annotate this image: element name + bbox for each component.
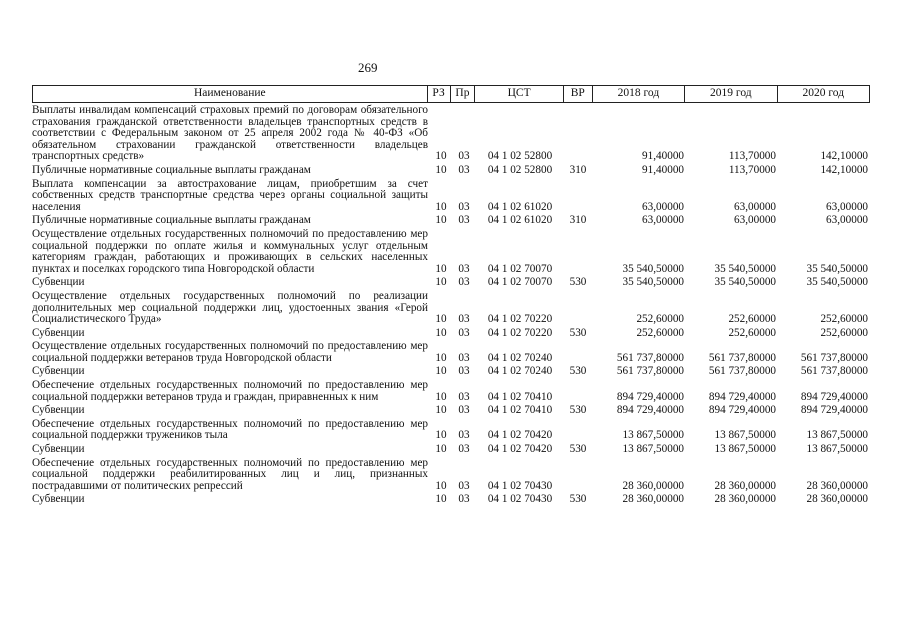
row-pr: 03 [458, 390, 470, 403]
row-vr: 530 [569, 326, 587, 339]
row-cst: 04 1 02 52800 [487, 150, 553, 163]
row-2019: 113,70000 [728, 150, 776, 163]
row-name: Осуществление отдельных государственных полномочий по предоставлению мер социальной поддержки по оплате жилья и коммунальных услуг отдельным категориям граждан, работающих и проживающих в сельских населенных пунктах и поселках городского типа Новгородской области [32, 227, 428, 275]
row-rz: 10 [435, 214, 447, 227]
table-row [32, 105, 870, 163]
header-cst: ЦСТ [474, 86, 562, 102]
row-2018: 252,60000 [636, 313, 684, 326]
row-2020: 63,00000 [826, 200, 868, 213]
row-pr: 03 [458, 365, 470, 378]
table-row [32, 277, 870, 289]
row-2018: 63,00000 [642, 214, 684, 227]
header-2019: 2019 год [684, 86, 776, 102]
table-row [32, 179, 870, 214]
row-2018: 28 360,00000 [622, 479, 684, 492]
row-name: Субвенции [32, 443, 85, 456]
row-2018: 561 737,80000 [616, 351, 684, 364]
row-2019: 894 729,40000 [708, 390, 776, 403]
row-pr: 03 [458, 429, 470, 442]
row-2020: 894 729,40000 [800, 404, 868, 417]
row-2020: 13 867,50000 [806, 429, 868, 442]
row-name: Публичные нормативные социальные выплаты гражданам [32, 214, 311, 227]
row-vr: 530 [569, 443, 587, 456]
row-2020: 63,00000 [826, 214, 868, 227]
row-cst: 04 1 02 70070 [487, 276, 553, 289]
row-2020: 252,60000 [820, 326, 868, 339]
row-cst: 04 1 02 70420 [487, 429, 553, 442]
table-row [32, 229, 870, 275]
row-pr: 03 [458, 163, 470, 176]
row-2019: 63,00000 [734, 214, 776, 227]
row-2019: 252,60000 [728, 313, 776, 326]
row-cst: 04 1 02 70410 [487, 390, 553, 403]
row-pr: 03 [458, 262, 470, 275]
table-row [32, 165, 870, 177]
row-rz: 10 [435, 351, 447, 364]
row-rz: 10 [435, 443, 447, 456]
row-pr: 03 [458, 150, 470, 163]
row-2019: 13 867,50000 [714, 443, 776, 456]
row-2018: 28 360,00000 [622, 493, 684, 506]
table-row [32, 380, 870, 403]
header-2020: 2020 год [777, 86, 869, 102]
row-vr: 530 [569, 276, 587, 289]
row-rz: 10 [435, 365, 447, 378]
row-name: Обеспечение отдельных государственных полномочий по предоставлению мер социальной поддержки тружеников тыла [32, 417, 428, 442]
row-cst: 04 1 02 61020 [487, 214, 553, 227]
row-vr: 530 [569, 365, 587, 378]
row-vr: 310 [569, 214, 587, 227]
row-pr: 03 [458, 493, 470, 506]
header-pr: Пр [450, 86, 475, 102]
row-pr: 03 [458, 276, 470, 289]
row-2020: 561 737,80000 [800, 351, 868, 364]
row-rz: 10 [435, 262, 447, 275]
row-2018: 35 540,50000 [622, 262, 684, 275]
row-2018: 894 729,40000 [616, 390, 684, 403]
table-row [32, 291, 870, 326]
row-rz: 10 [435, 276, 447, 289]
row-pr: 03 [458, 404, 470, 417]
row-name: Обеспечение отдельных государственных полномочий по предоставлению мер социальной поддержки реабилитированных лиц и лиц, признанных пострадавшими от политических репрессий [32, 456, 428, 492]
row-name: Субвенции [32, 404, 85, 417]
row-name: Обеспечение отдельных государственных полномочий по предоставлению мер социальной поддержки ветеранов труда и граждан, приравненных к ним [32, 379, 428, 403]
row-name: Осуществление отдельных государственных полномочий по реализации дополнительных мер социальной поддержки лиц, удостоенных звания «Герой Социалистического Труда» [32, 289, 428, 326]
row-name: Субвенции [32, 276, 85, 289]
row-name: Выплаты инвалидам компенсаций страховых премий по договорам обязательного страхования гражданской ответственности владельцев транспортных средств в соответствии с Федеральным законом от 25 апреля 2002 года № 40-ФЗ «Об обязательном страховании гражданской ответственности владельцев транспортных средств» [32, 104, 428, 163]
table-body [32, 103, 870, 506]
row-pr: 03 [458, 214, 470, 227]
table-row [32, 494, 870, 506]
row-vr: 530 [569, 493, 587, 506]
row-2019: 113,70000 [728, 163, 776, 176]
header-vr: ВР [563, 86, 592, 102]
row-2018: 894 729,40000 [616, 404, 684, 417]
row-cst: 04 1 02 70240 [487, 351, 553, 364]
header-name: Наименование [193, 87, 266, 100]
row-cst: 04 1 02 61020 [487, 200, 553, 213]
table-row [32, 215, 870, 227]
row-2019: 13 867,50000 [714, 429, 776, 442]
budget-table [32, 85, 870, 508]
row-rz: 10 [435, 404, 447, 417]
row-2020: 142,10000 [820, 163, 868, 176]
row-rz: 10 [435, 479, 447, 492]
row-2020: 561 737,80000 [800, 365, 868, 378]
row-rz: 10 [435, 313, 447, 326]
row-rz: 10 [435, 150, 447, 163]
row-2019: 28 360,00000 [714, 479, 776, 492]
row-vr: 310 [569, 163, 587, 176]
header-rz: РЗ [427, 86, 450, 102]
row-2018: 91,40000 [642, 150, 684, 163]
row-rz: 10 [435, 429, 447, 442]
row-name: Субвенции [32, 493, 85, 506]
row-cst: 04 1 02 70430 [487, 493, 553, 506]
row-cst: 04 1 02 70220 [487, 326, 553, 339]
row-cst: 04 1 02 52800 [487, 163, 553, 176]
table-row [32, 419, 870, 442]
row-2020: 142,10000 [820, 150, 868, 163]
row-name: Осуществление отдельных государственных полномочий по предоставлению мер социальной поддержки ветеранов труда Новгородской области [32, 340, 428, 364]
row-pr: 03 [458, 200, 470, 213]
row-2019: 252,60000 [728, 326, 776, 339]
row-cst: 04 1 02 70420 [487, 443, 553, 456]
page-number: 269 [358, 60, 378, 75]
row-2019: 28 360,00000 [714, 493, 776, 506]
table-row [32, 341, 870, 364]
row-name: Публичные нормативные социальные выплаты гражданам [32, 163, 311, 176]
row-pr: 03 [458, 313, 470, 326]
row-cst: 04 1 02 70410 [487, 404, 553, 417]
row-rz: 10 [435, 163, 447, 176]
row-pr: 03 [458, 479, 470, 492]
row-pr: 03 [458, 326, 470, 339]
table-row [32, 444, 870, 456]
row-vr: 530 [569, 404, 587, 417]
row-2020: 28 360,00000 [806, 479, 868, 492]
row-2018: 561 737,80000 [616, 365, 684, 378]
row-2019: 561 737,80000 [708, 351, 776, 364]
row-2018: 63,00000 [642, 200, 684, 213]
row-pr: 03 [458, 351, 470, 364]
row-2020: 894 729,40000 [800, 390, 868, 403]
row-2019: 63,00000 [734, 200, 776, 213]
row-2020: 13 867,50000 [806, 443, 868, 456]
table-row [32, 328, 870, 340]
row-2020: 28 360,00000 [806, 493, 868, 506]
row-2018: 252,60000 [636, 326, 684, 339]
row-2019: 561 737,80000 [708, 365, 776, 378]
row-2019: 894 729,40000 [708, 404, 776, 417]
row-2018: 35 540,50000 [622, 276, 684, 289]
header-2018: 2018 год [592, 86, 684, 102]
table-header [32, 85, 870, 103]
row-cst: 04 1 02 70430 [487, 479, 553, 492]
row-2018: 13 867,50000 [622, 443, 684, 456]
row-name: Субвенции [32, 365, 85, 378]
table-row [32, 405, 870, 417]
row-rz: 10 [435, 200, 447, 213]
row-2019: 35 540,50000 [714, 262, 776, 275]
row-cst: 04 1 02 70220 [487, 313, 553, 326]
row-2020: 35 540,50000 [806, 262, 868, 275]
table-row [32, 366, 870, 378]
row-2020: 252,60000 [820, 313, 868, 326]
row-rz: 10 [435, 493, 447, 506]
row-rz: 10 [435, 390, 447, 403]
row-cst: 04 1 02 70070 [487, 262, 553, 275]
row-pr: 03 [458, 443, 470, 456]
row-name: Выплата компенсации за автострахование лицам, приобретшим за счет собственных средств транспортные средства через органы социальной защиты населения [32, 177, 428, 213]
row-name: Субвенции [32, 326, 85, 339]
row-2019: 35 540,50000 [714, 276, 776, 289]
row-2018: 13 867,50000 [622, 429, 684, 442]
table-row [32, 458, 870, 493]
row-rz: 10 [435, 326, 447, 339]
row-2018: 91,40000 [642, 163, 684, 176]
row-cst: 04 1 02 70240 [487, 365, 553, 378]
row-2020: 35 540,50000 [806, 276, 868, 289]
